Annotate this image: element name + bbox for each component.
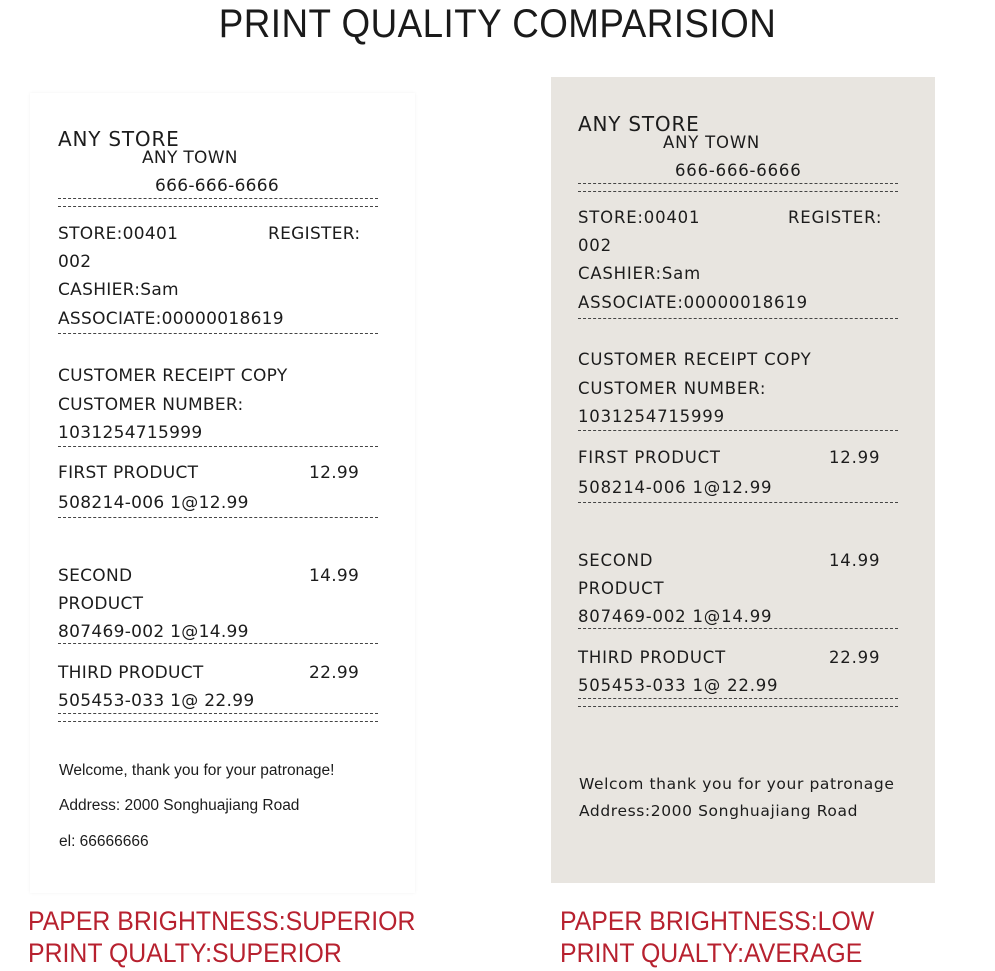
- telephone: el: 66666666: [59, 833, 149, 850]
- address: Address: 2000 Songhuajiang Road: [59, 797, 300, 814]
- store-number: STORE:00401: [58, 224, 179, 244]
- item3-price: 22.99: [829, 648, 881, 667]
- divider: [578, 502, 898, 503]
- receipt-copy-label: CUSTOMER RECEIPT COPY: [578, 350, 812, 369]
- item3-code: 505453-033 1@ 22.99: [58, 691, 255, 711]
- divider: [578, 183, 898, 184]
- item1-code: 508214-006 1@12.99: [58, 493, 249, 513]
- item3-name: THIRD PRODUCT: [578, 648, 726, 667]
- associate: ASSOCIATE:00000018619: [578, 293, 808, 312]
- divider: [58, 198, 378, 199]
- left-quality-caption: PRINT QUALTY:SUPERIOR: [28, 938, 342, 968]
- item1-code: 508214-006 1@12.99: [578, 478, 773, 497]
- item2-name-cont: PRODUCT: [578, 579, 665, 598]
- address: Address:2000 Songhuajiang Road: [579, 802, 859, 820]
- cashier: CASHIER:Sam: [578, 264, 701, 283]
- item1-name: FIRST PRODUCT: [58, 463, 199, 483]
- item2-name: SECOND: [578, 551, 654, 570]
- customer-number: 1031254715999: [578, 407, 725, 426]
- store-phone: 666-666-6666: [155, 176, 280, 196]
- item2-price: 14.99: [829, 551, 881, 570]
- divider: [58, 446, 378, 447]
- divider: [58, 643, 378, 644]
- divider: [578, 191, 898, 192]
- register-label: REGISTER:: [268, 224, 361, 244]
- divider: [578, 430, 898, 431]
- divider: [578, 706, 898, 707]
- item2-code: 807469-002 1@14.99: [58, 622, 249, 642]
- item1-price: 12.99: [829, 448, 881, 467]
- divider: [58, 713, 378, 714]
- divider: [58, 517, 378, 518]
- register-number: 002: [58, 252, 92, 272]
- page-title: PRINT QUALITY COMPARISION: [218, 2, 777, 46]
- receipt-average: [551, 77, 935, 883]
- store-name: ANY STORE: [58, 127, 180, 151]
- customer-number-label: CUSTOMER NUMBER:: [578, 379, 767, 398]
- divider: [58, 206, 378, 207]
- store-number: STORE:00401: [578, 208, 701, 227]
- register-number: 002: [578, 236, 612, 255]
- register-label: REGISTER:: [788, 208, 883, 227]
- item2-code: 807469-002 1@14.99: [578, 607, 773, 626]
- divider: [578, 698, 898, 699]
- divider: [58, 721, 378, 722]
- associate: ASSOCIATE:00000018619: [58, 309, 284, 329]
- receipt-superior: [30, 93, 415, 893]
- divider: [578, 318, 898, 319]
- item3-price: 22.99: [309, 663, 360, 683]
- store-town: ANY TOWN: [663, 133, 761, 152]
- welcome-message: Welcom thank you for your patronage: [579, 775, 895, 793]
- cashier: CASHIER:Sam: [58, 280, 179, 300]
- item1-name: FIRST PRODUCT: [578, 448, 721, 467]
- item2-price: 14.99: [309, 566, 360, 586]
- divider: [578, 628, 898, 629]
- item2-name-cont: PRODUCT: [58, 594, 144, 614]
- item3-name: THIRD PRODUCT: [58, 663, 204, 683]
- receipt-copy-label: CUSTOMER RECEIPT COPY: [58, 366, 288, 386]
- store-town: ANY TOWN: [142, 148, 238, 168]
- item2-name: SECOND: [58, 566, 133, 586]
- left-brightness-caption: PAPER BRIGHTNESS:SUPERIOR: [28, 906, 416, 936]
- right-quality-caption: PRINT QUALTY:AVERAGE: [560, 938, 863, 968]
- welcome-message: Welcome, thank you for your patronage!: [59, 762, 335, 779]
- right-brightness-caption: PAPER BRIGHTNESS:LOW: [560, 906, 875, 936]
- customer-number-label: CUSTOMER NUMBER:: [58, 395, 244, 415]
- item1-price: 12.99: [309, 463, 360, 483]
- store-name: ANY STORE: [578, 112, 700, 136]
- item3-code: 505453-033 1@ 22.99: [578, 676, 779, 695]
- store-phone: 666-666-6666: [675, 161, 802, 180]
- customer-number: 1031254715999: [58, 423, 203, 443]
- divider: [58, 333, 378, 334]
